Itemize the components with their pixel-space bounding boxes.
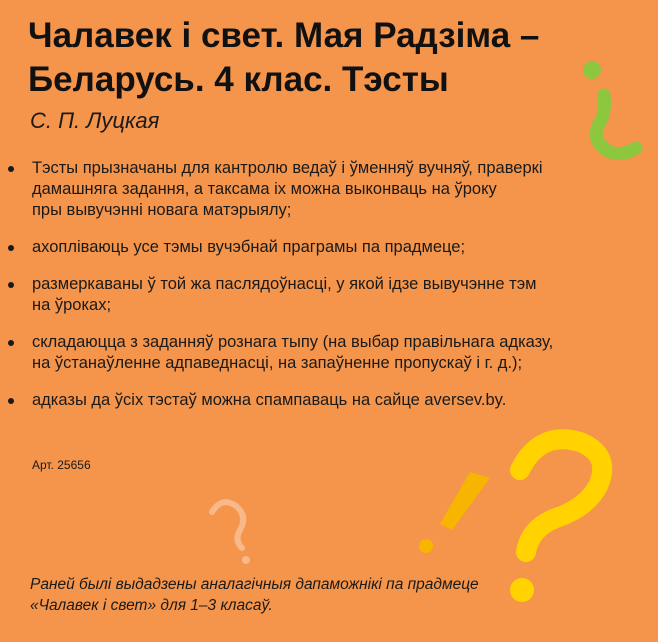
list-item-text: Тэсты прызначаны для кантролю ведаў і ўменняў вучняў, праверкі bbox=[32, 159, 543, 177]
list-item-text: на ўроках; bbox=[32, 296, 112, 314]
small-question-mark-icon bbox=[212, 502, 250, 564]
list-item bbox=[6, 237, 618, 258]
bullet-icon bbox=[8, 282, 14, 288]
bullet-icon bbox=[8, 245, 14, 251]
footer-line-2: «Чалавек і свет» для 1–3 класаў. bbox=[30, 597, 273, 614]
title-line-1: Чалавек і свет. Мая Радзіма – bbox=[28, 16, 540, 55]
footer-line-1: Раней былі выдадзены аналагічныя дапаможнікі па прадмеце bbox=[30, 576, 479, 593]
footer-note bbox=[30, 574, 590, 616]
author-name: С. П. Луцкая bbox=[30, 108, 160, 133]
features-list bbox=[6, 158, 618, 427]
exclamation-mark-icon bbox=[419, 472, 490, 553]
list-item bbox=[6, 158, 618, 221]
list-item bbox=[6, 390, 618, 411]
title-line-2: Беларусь. 4 клас. Тэсты bbox=[28, 60, 449, 99]
list-item-text: на ўстанаўленне адпаведнасці, на запаўненне пропускаў і г. д.); bbox=[32, 354, 523, 372]
list-item-text: ахопліваюць усе тэмы вучэбнай праграмы па прадмеце; bbox=[32, 238, 466, 256]
article-number: Арт. 25656 bbox=[32, 458, 91, 472]
list-item-text: адказы да ўсіх тэстаў можна спампаваць на сайце aversev.by. bbox=[32, 391, 507, 409]
list-item-text: пры вывучэнні новага матэрыялу; bbox=[32, 201, 292, 219]
list-item-text: складаюцца з заданняў рознага тыпу (на выбар правільнага адказу, bbox=[32, 333, 554, 351]
bullet-icon bbox=[8, 166, 14, 172]
bullet-icon bbox=[8, 340, 14, 346]
list-item bbox=[6, 332, 618, 374]
list-item-text: размеркаваны ў той жа паслядоўнасці, у якой ідзе вывучэнне тэм bbox=[32, 275, 537, 293]
list-item-text: дамашняга задання, а таксама іх можна выконваць на ўроку bbox=[32, 180, 497, 198]
list-item bbox=[6, 274, 618, 316]
page-title bbox=[28, 14, 628, 102]
bullet-icon bbox=[8, 398, 14, 404]
